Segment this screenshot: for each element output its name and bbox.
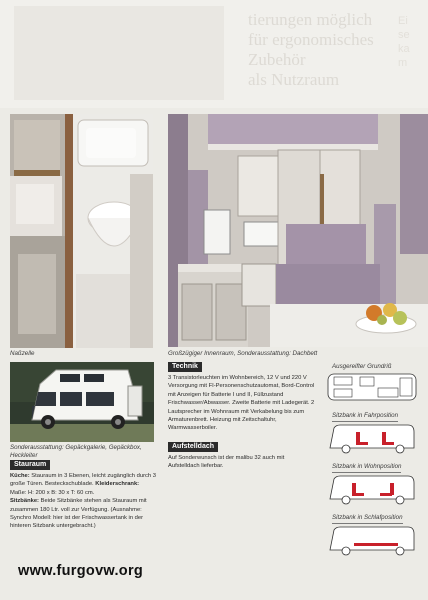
schlafposition-label: Sitzbank in Schlafposition (332, 514, 403, 524)
exterior-caption: Sonderausstattung: Gepäckgalerie, Gepäckbox, Heckleiter (10, 444, 142, 459)
van-schlafposition-diagram (326, 524, 418, 556)
aufstelldach-heading: Aufstelldach (168, 442, 218, 452)
van-exterior-photo (10, 362, 154, 442)
interior-caption: Großzügiger Innenraum, Sonderausstattung: Dachbett (168, 350, 318, 357)
wardrobe-label: Kleiderschrank: (95, 481, 140, 488)
kitchen-text: Stauraum in 3 Ebenen, leicht zugänglich durch 3 große Türen. Besteckschublade. (10, 473, 156, 488)
bleed-side-line: Ei (398, 15, 408, 27)
wohnposition-label: Sitzbank in Wohnposition (332, 463, 401, 473)
bleed-line: für ergonomisches (248, 30, 374, 49)
bleed-side-line: se (398, 29, 410, 41)
technik-text: 3 Transistorleuchten im Wohnbereich, 12 V und 220 V Versorgung mit FI-Personenschutzautomat, Bord-Control mit Anzeigen für Batterie I und II, Füllzustand Frischwasser/Abwasser. Zweite Batterie mit Ladegerät. 2 Lautsprecher im Wohnraum mit Verkabelung bis zum Armaturenbrett. Heizung mit Zeitschaltuhr, Warmwasserboiler. (168, 375, 315, 432)
stauraum-heading: Stauraum (10, 460, 50, 470)
stauraum-text (10, 472, 156, 531)
aufstelldach-text: Auf Sonderwunsch ist der malibu 32 auch mit Aufstelldach lieferbar. (168, 455, 285, 470)
bleed-title (248, 10, 374, 90)
bleed-line: als Nutzraum (248, 70, 340, 89)
wardrobe-text: Maße: H: 200 x B: 30 x T: 60 cm. (10, 489, 95, 496)
benches-text: Beide Sitzbänke stehen als Stauraum mit zusammen 180 Ltr. voll zur Verfügung. (Ausnahme: Synchro Modell: hier ist der Frischwassertank in der hinteren Sitzbank untergebracht.) (10, 498, 147, 530)
benches-label: Sitzbänke: (10, 498, 39, 505)
technik-heading: Technik (168, 362, 202, 372)
kitchen-label: Küche: (10, 473, 30, 479)
van-fahrposition-diagram (326, 422, 418, 454)
bleed-line: tierungen möglich (248, 10, 373, 29)
bleed-side-text (398, 14, 410, 70)
grundriss-label: Ausgereifter Grundriß (332, 363, 392, 370)
website-url: www.furgovw.org (18, 563, 144, 579)
bleed-side-line: m (398, 57, 408, 69)
bleed-line: Zubehör (248, 50, 306, 69)
floorplan-diagram (326, 372, 418, 402)
bleed-side-line: ka (398, 43, 410, 55)
van-wohnposition-diagram (326, 473, 418, 505)
interior-photo (168, 114, 428, 347)
ghost-image-block (14, 6, 224, 100)
bathroom-photo (10, 114, 153, 348)
bathroom-caption: Naßzelle (10, 350, 35, 357)
fahrposition-label: Sitzbank in Fahrposition (332, 412, 398, 422)
